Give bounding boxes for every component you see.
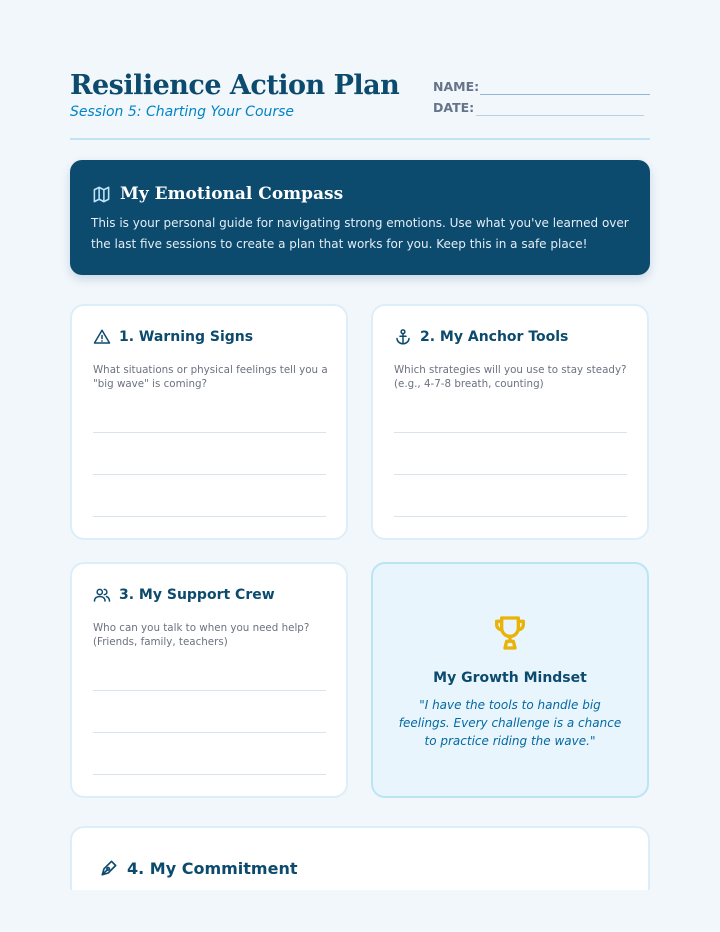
- page-title: Resilience Action Plan: [70, 70, 400, 101]
- emotional-compass-banner: [70, 160, 650, 275]
- name-field[interactable]: [433, 79, 479, 94]
- header-divider: [70, 138, 650, 140]
- warning-signs-title: 1. Warning Signs: [119, 329, 254, 345]
- commitment-heading: [99, 858, 297, 878]
- warning-triangle-icon: [93, 328, 111, 346]
- date-write-line[interactable]: [476, 115, 644, 116]
- worksheet-header: [70, 70, 650, 140]
- name-write-line[interactable]: [480, 94, 650, 95]
- name-label: NAME:: [433, 79, 480, 94]
- growth-mindset-quote: "I have the tools to handle big feelings. Every challenge is a chance to practice riding the wave.": [398, 698, 622, 748]
- anchor-tools-prompt: Which strategies will you use to stay steady? (e.g., 4-7-8 breath, counting): [394, 364, 627, 390]
- commitment-title: 4. My Commitment: [127, 858, 298, 878]
- warning-signs-card: [70, 304, 348, 540]
- trophy-icon: [490, 613, 530, 653]
- compass-heading: [92, 184, 343, 204]
- write-line[interactable]: [93, 516, 326, 517]
- write-line[interactable]: [93, 732, 326, 733]
- anchor-tools-heading: [394, 328, 568, 346]
- growth-mindset-title: My Growth Mindset: [433, 670, 587, 686]
- warning-signs-prompt: What situations or physical feelings tell you a "big wave" is coming?: [93, 364, 328, 390]
- anchor-tools-title: 2. My Anchor Tools: [420, 329, 569, 345]
- write-line[interactable]: [93, 774, 326, 775]
- anchor-tools-card: [371, 304, 649, 540]
- date-field[interactable]: [433, 100, 474, 115]
- support-crew-prompt: Who can you talk to when you need help? (Friends, family, teachers): [93, 622, 310, 648]
- page-bottom-fade: [0, 890, 720, 932]
- anchor-icon: [394, 328, 412, 346]
- write-line[interactable]: [394, 516, 627, 517]
- write-line[interactable]: [394, 432, 627, 433]
- support-crew-heading: [93, 586, 275, 604]
- growth-mindset-card: [371, 562, 649, 798]
- write-line[interactable]: [93, 432, 326, 433]
- write-line[interactable]: [394, 474, 627, 475]
- compass-title: My Emotional Compass: [120, 184, 344, 204]
- compass-body: This is your personal guide for navigating strong emotions. Use what you've learned over the last five sessions to create a plan that works for you. Keep this in a safe place!: [91, 216, 629, 251]
- map-icon: [92, 185, 111, 204]
- write-line[interactable]: [93, 690, 326, 691]
- date-label: DATE:: [433, 100, 475, 115]
- write-line[interactable]: [93, 474, 326, 475]
- support-crew-title: 3. My Support Crew: [119, 587, 275, 603]
- support-crew-card: [70, 562, 348, 798]
- people-icon: [93, 586, 111, 604]
- pen-nib-icon: [99, 858, 119, 878]
- page-subtitle: Session 5: Charting Your Course: [70, 104, 295, 120]
- warning-signs-heading: [93, 328, 253, 346]
